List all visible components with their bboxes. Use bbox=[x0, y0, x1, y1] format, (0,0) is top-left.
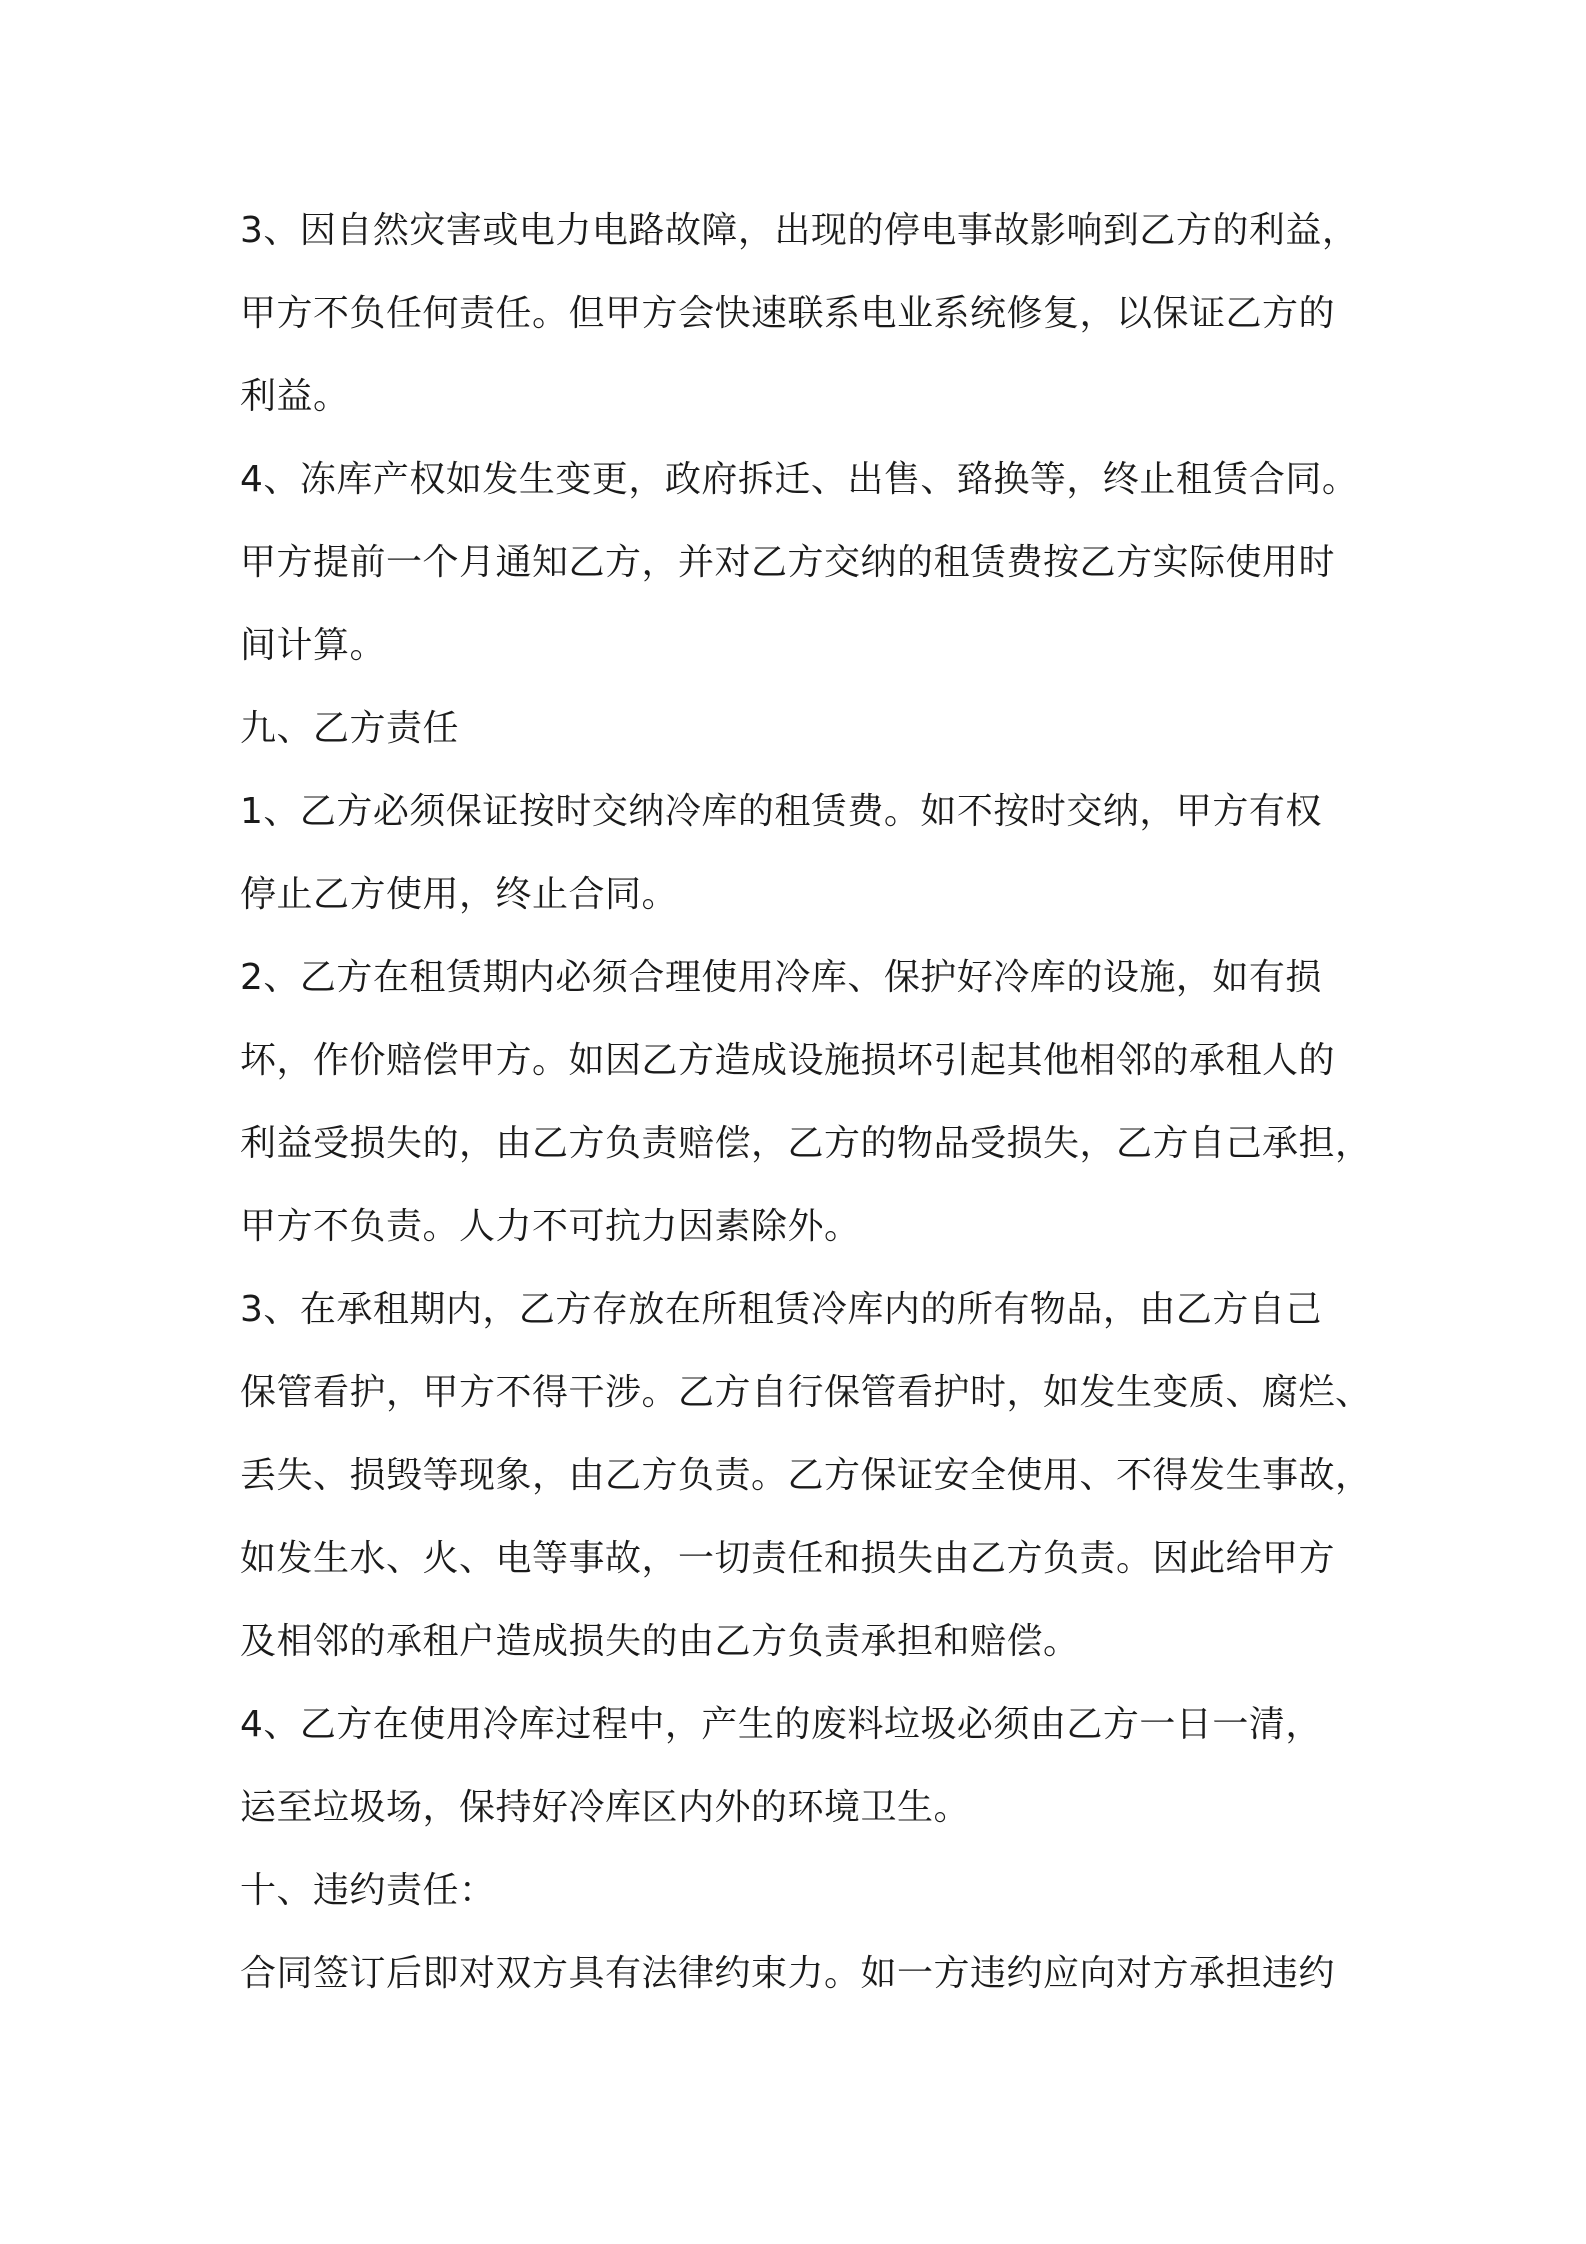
section-heading: 九、乙方责任 bbox=[240, 708, 460, 749]
text-line: 甲方提前一个月通知乙方，并对乙方交纳的租赁费按乙方实际使用时 bbox=[240, 542, 1336, 583]
text-line: 利益。 bbox=[240, 376, 350, 417]
text-line: 3、因自然灾害或电力电路故障，出现的停电事故影响到乙方的利益， bbox=[240, 210, 1359, 251]
text-line: 1、乙方必须保证按时交纳冷库的租赁费。如不按时交纳，甲方有权 bbox=[240, 791, 1322, 832]
text-line: 2、乙方在租赁期内必须合理使用冷库、保护好冷库的设施，如有损 bbox=[240, 957, 1322, 998]
text-line: 3、在承租期内，乙方存放在所租赁冷库内的所有物品，由乙方自己 bbox=[240, 1289, 1322, 1330]
text-line: 运至垃圾场，保持好冷库区内外的环境卫生。 bbox=[240, 1787, 971, 1828]
text-line: 如发生水、火、电等事故，一切责任和损失由乙方负责。因此给甲方 bbox=[240, 1538, 1336, 1579]
section-heading: 十、违约责任： bbox=[240, 1870, 496, 1911]
text-line: 间计算。 bbox=[240, 625, 387, 666]
text-line: 利益受损失的，由乙方负责赔偿，乙方的物品受损失，乙方自己承担， bbox=[240, 1123, 1372, 1164]
text-line: 保管看护，甲方不得干涉。乙方自行保管看护时，如发生变质、腐烂、 bbox=[240, 1372, 1372, 1413]
text-line: 丢失、损毁等现象，由乙方负责。乙方保证安全使用、不得发生事故， bbox=[240, 1455, 1372, 1496]
text-line: 甲方不负责。人力不可抗力因素除外。 bbox=[240, 1206, 861, 1247]
text-line: 合同签订后即对双方具有法律约束力。如一方违约应向对方承担违约 bbox=[240, 1953, 1336, 1994]
text-line: 甲方不负任何责任。但甲方会快速联系电业系统修复，以保证乙方的 bbox=[240, 293, 1336, 334]
text-line: 停止乙方使用，终止合同。 bbox=[240, 874, 679, 915]
text-line: 4、乙方在使用冷库过程中，产生的废料垃圾必须由乙方一日一清， bbox=[240, 1704, 1322, 1745]
text-line: 4、冻库产权如发生变更，政府拆迁、出售、臵换等，终止租赁合同。 bbox=[240, 459, 1359, 500]
document-body bbox=[240, 196, 1380, 2022]
text-line: 及相邻的承租户造成损失的由乙方负责承担和赔偿。 bbox=[240, 1621, 1080, 1662]
text-line: 坏，作价赔偿甲方。如因乙方造成设施损坏引起其他相邻的承租人的 bbox=[240, 1040, 1336, 1081]
